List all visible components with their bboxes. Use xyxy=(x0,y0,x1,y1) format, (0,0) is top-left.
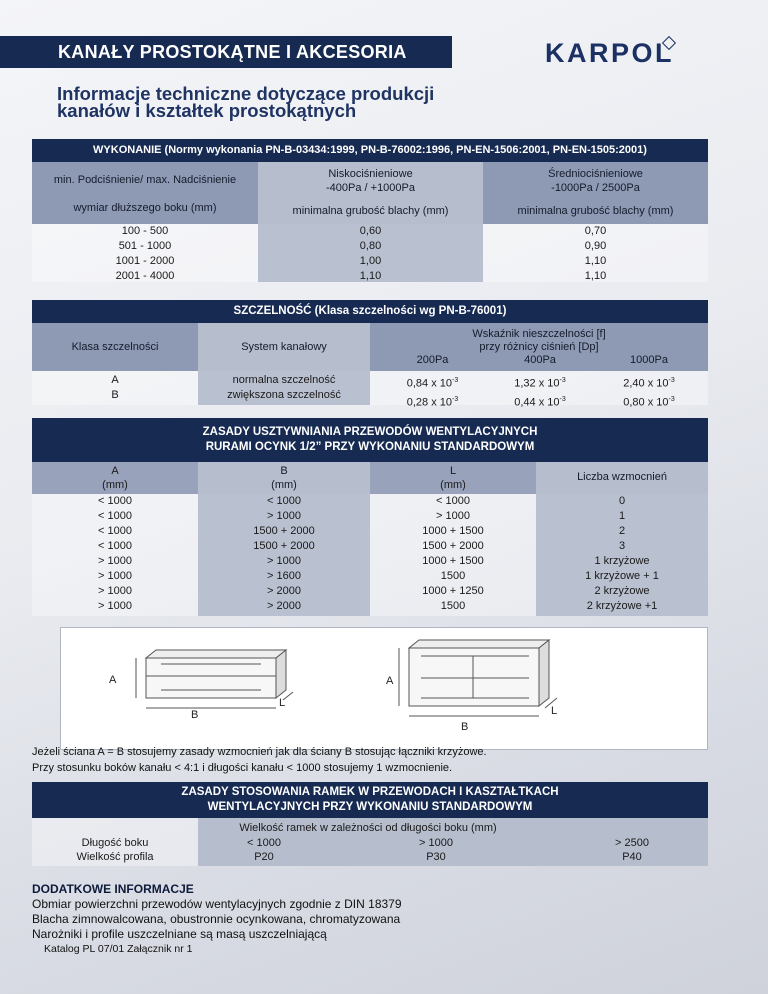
usztywnienia-title-2: RURAMI OCYNK 1/2” PRZY WYKONANIU STANDARDOWYM xyxy=(205,441,535,453)
subtitle-line-1: Informacje techniczne dotyczące produkcji xyxy=(57,83,435,104)
table-cell: 2 krzyżowe xyxy=(594,585,650,597)
table-cell: 1000 + 1500 xyxy=(422,525,484,537)
table-cell: 2 xyxy=(618,525,626,537)
info-line-3: Narożniki i profile uszczelniane są masą uszczelniającą xyxy=(32,927,327,941)
note-2: Przy stosunku boków kanału < 4:1 i długości kanału < 1000 stosujemy 1 wzmocnienie. xyxy=(32,762,453,774)
col-mid-pressure: -1000Pa / 2500Pa xyxy=(551,182,640,194)
table-cell: > 1000 xyxy=(436,510,470,522)
diagram-label-a: A xyxy=(109,674,117,686)
uszt-h-n: Liczba wzmocnień xyxy=(536,462,708,494)
table-row: 100 - 500 xyxy=(121,225,169,237)
col-low-sub: minimalna grubość blachy (mm) xyxy=(292,205,449,217)
table-cell: 2 krzyżowe +1 xyxy=(586,600,658,612)
info-line-1: Obmiar powierzchni przewodów wentylacyjnych zgodnie z DIN 18379 xyxy=(32,897,402,911)
row-label-pressure: min. Podciśnienie/ max. Nadciśnienie xyxy=(53,174,237,186)
table-cell: < 1000 xyxy=(267,495,301,507)
table-cell: 0,44 x $10^{-3}$ xyxy=(514,395,566,409)
wykonanie-col-mid xyxy=(483,162,708,224)
diagram-label-l-2: L xyxy=(551,705,558,717)
table-cell: 3 xyxy=(618,540,626,552)
ramki-prof-3: P40 xyxy=(622,851,642,863)
uszt-b-values xyxy=(198,494,370,616)
table-cell: > 2000 xyxy=(267,600,301,612)
company-logo: KARPOL xyxy=(545,38,674,68)
catalog-footer: Katalog PL 07/01 Załącznik nr 1 xyxy=(44,943,193,955)
uszt-h-a: A (mm) xyxy=(32,462,198,494)
table-cell: > 1000 xyxy=(98,585,132,597)
table-cell: 0,60 xyxy=(359,225,382,237)
uszt-h-l: L (mm) xyxy=(370,462,536,494)
subtitle-line-2: kanałów i kształtek prostokątnych xyxy=(57,100,357,121)
page-title: KANAŁY PROSTOKĄTNE I AKCESORIA xyxy=(58,42,407,62)
col-low-pressure: -400Pa / +1000Pa xyxy=(326,182,415,194)
wykonanie-low-values xyxy=(258,224,483,282)
table-cell: < 1000 xyxy=(98,525,132,537)
table-row: 501 - 1000 xyxy=(118,240,172,252)
uszt-n-values xyxy=(536,494,708,616)
table-cell: > 1600 xyxy=(267,570,301,582)
diagram-label-b-2: B xyxy=(461,721,469,733)
header-wsk-1: Wskaźnik nieszczelności [f] xyxy=(472,328,606,340)
table-cell: 1500 xyxy=(440,600,466,612)
header-wsk-2: przy różnicy ciśnień [Dp] xyxy=(479,341,599,353)
table-cell: 0,80 x $10^{-3}$ xyxy=(623,395,675,409)
table-cell: 2,40 x $10^{-3}$ xyxy=(623,377,675,390)
ramki-prof-2: P30 xyxy=(426,851,446,863)
table-cell: 1,00 xyxy=(359,255,382,267)
table-cell: > 1000 xyxy=(98,600,132,612)
table-cell: 0,28 x $10^{-3}$ xyxy=(406,395,459,409)
header-bar xyxy=(0,36,452,68)
ramki-label-length: Długość boku xyxy=(81,837,149,849)
table-cell: 0 xyxy=(618,495,626,507)
ramki-title-2: WENTYLACYJNYCH PRZY WYKONANIU STANDARDOWYM xyxy=(207,801,533,813)
wykonanie-range-col xyxy=(32,224,258,282)
table-cell: > 1000 xyxy=(98,570,132,582)
table-cell: 1 krzyżowe + 1 xyxy=(585,570,659,582)
table-cell: 1500 xyxy=(440,570,466,582)
usztywnienia-title-1: ZASADY USZTYWNIANIA PRZEWODÓW WENTYLACYJNYCH xyxy=(202,426,538,438)
table-cell: > 2000 xyxy=(267,585,301,597)
table-cell: > 1000 xyxy=(267,510,301,522)
row-label-dimension: wymiar dłuższego boku (mm) xyxy=(73,202,217,214)
header-klasa: Klasa szczelności xyxy=(71,341,159,353)
szczelnosc-values xyxy=(370,371,708,409)
ramki-table xyxy=(32,818,708,866)
table-cell: 1500 + 2000 xyxy=(253,525,315,537)
table-cell: < 1000 xyxy=(98,540,132,552)
col-mid-title: Średniociśnieniowe xyxy=(548,168,643,180)
usztywnienia-title xyxy=(32,418,708,462)
header-200pa: 200Pa xyxy=(416,354,449,366)
table-cell: < 1000 xyxy=(98,495,132,507)
header-400pa: 400Pa xyxy=(524,354,556,366)
table-cell: 1000 + 1250 xyxy=(422,585,484,597)
table-cell: 1 krzyżowe xyxy=(594,555,650,567)
note-1: Jeżeli ściana A = B stosujemy zasady wzmocnień jak dla ściany B stosując łączniki krzyżowe. xyxy=(32,746,487,758)
diagram-label-l: L xyxy=(279,697,286,709)
table-row: 2001 - 4000 xyxy=(115,270,175,282)
szczelnosc-system-values xyxy=(198,371,370,405)
table-cell: 0,84 x $10^{-3}$ xyxy=(406,377,459,390)
table-cell: < 1000 xyxy=(436,495,470,507)
table-cell: 1,32 x $10^{-3}$ xyxy=(514,377,566,390)
ramki-prof-1: P20 xyxy=(254,851,274,863)
table-cell: A xyxy=(111,374,119,386)
table-cell: 1000 + 1500 xyxy=(422,555,484,567)
szczelnosc-h-wsk xyxy=(370,323,708,371)
ramki-title-1: ZASADY STOSOWANIA RAMEK W PRZEWODACH I KASZTAŁTKACH xyxy=(181,786,559,798)
wykonanie-title: WYKONANIE (Normy wykonania PN-B-03434:1999, PN-B-76002:1996, PN-EN-1506:2001, PN-EN-1505:2001) xyxy=(32,139,708,162)
uszt-l-values xyxy=(370,494,536,616)
ramki-len-1: < 1000 xyxy=(247,837,281,849)
table-cell: 1 xyxy=(618,510,626,522)
ramki-header: Wielkość ramek w zależności od długości boku (mm) xyxy=(239,822,497,834)
diagram-label-b: B xyxy=(191,709,199,721)
table-cell: 1500 + 2000 xyxy=(253,540,315,552)
info-line-2: Blacha zimnowalcowana, obustronnie ocynkowana, chromatyzowana xyxy=(32,912,401,926)
szczelnosc-klasa-values xyxy=(32,371,198,405)
table-cell: 1,10 xyxy=(584,255,607,267)
duct-diagram xyxy=(61,628,709,751)
table-cell: < 1000 xyxy=(98,510,132,522)
table-cell: B xyxy=(111,389,119,401)
table-cell: > 1000 xyxy=(98,555,132,567)
ramki-title xyxy=(32,782,708,818)
table-row: 1001 - 2000 xyxy=(115,255,175,267)
diagram-label-a-2: A xyxy=(386,675,394,687)
table-cell: 0,90 xyxy=(584,240,607,252)
ramki-len-2: > 1000 xyxy=(419,837,453,849)
table-cell: normalna szczelność xyxy=(232,374,336,386)
table-cell: 1500 + 2000 xyxy=(422,540,484,552)
wykonanie-mid-values xyxy=(483,224,708,282)
wykonanie-col-low xyxy=(258,162,483,224)
col-low-title: Niskociśnieniowe xyxy=(328,168,413,180)
info-title: DODATKOWE INFORMACJE xyxy=(32,882,194,896)
uszt-a-values xyxy=(32,494,198,616)
header-system: System kanałowy xyxy=(241,341,327,353)
table-cell: 0,70 xyxy=(584,225,607,237)
duct-diagram-panel xyxy=(60,627,708,750)
ramki-len-3: > 2500 xyxy=(615,837,649,849)
szczelnosc-h-system xyxy=(198,323,370,371)
table-cell: 1,10 xyxy=(584,270,607,282)
table-cell: 0,80 xyxy=(359,240,382,252)
table-cell: 1,10 xyxy=(359,270,382,282)
szczelnosc-h-klasa xyxy=(32,323,198,371)
szczelnosc-title: SZCZELNOŚĆ (Klasa szczelności wg PN-B-76001) xyxy=(32,300,708,323)
wykonanie-label-cell xyxy=(32,162,258,224)
col-mid-sub: minimalna grubość blachy (mm) xyxy=(517,205,674,217)
uszt-h-b: B (mm) xyxy=(198,462,370,494)
header-1000pa: 1000Pa xyxy=(630,354,668,366)
table-cell: > 1000 xyxy=(267,555,301,567)
table-cell: zwiększona szczelność xyxy=(227,389,341,401)
ramki-label-profile: Wielkość profila xyxy=(76,851,154,863)
